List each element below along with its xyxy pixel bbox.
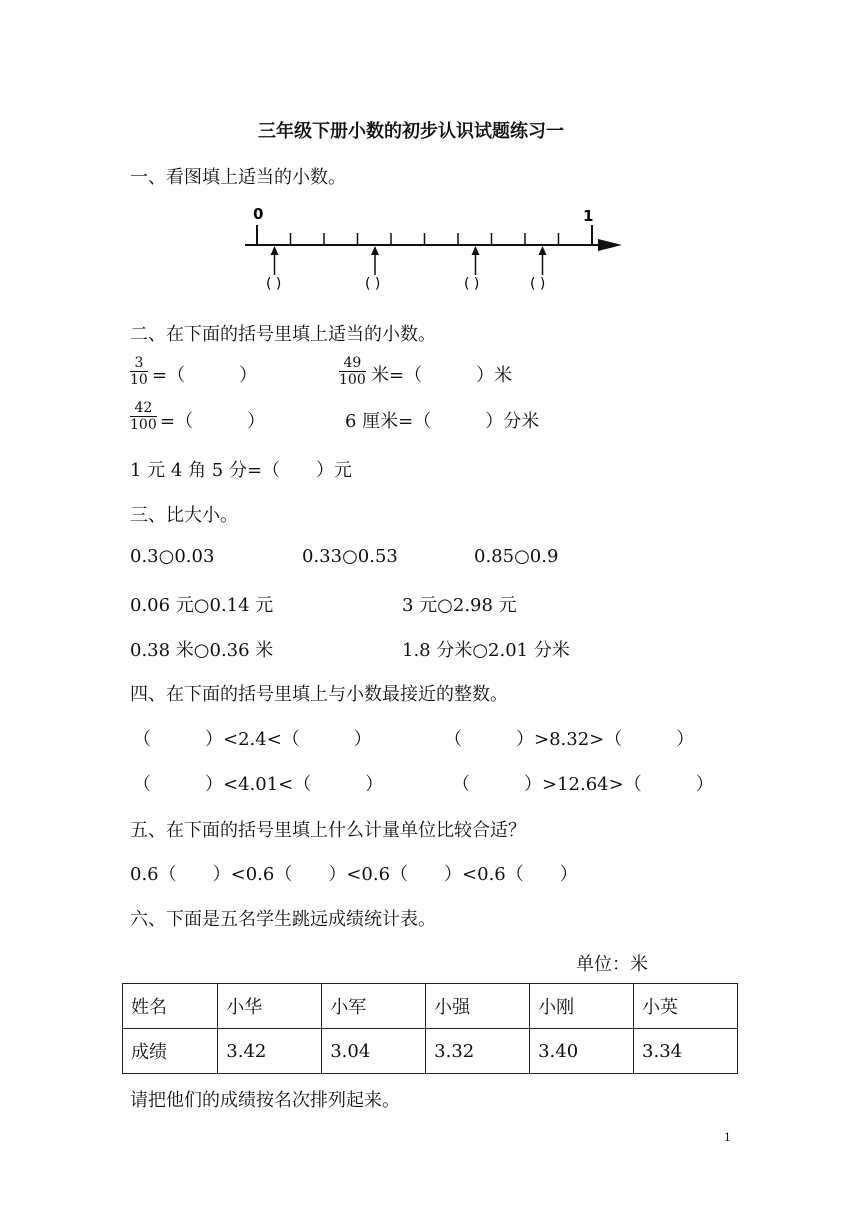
table-cell: 小刚 <box>530 984 634 1029</box>
number-line-pointer-head <box>472 246 480 255</box>
table-cell: 小英 <box>634 984 738 1029</box>
number-line-pointer-head <box>539 246 547 255</box>
compare-item[interactable]: 0.3○0.03 <box>130 546 215 567</box>
section1-heading: 一、看图填上适当的小数。 <box>130 167 346 188</box>
table-cell: 小军 <box>322 984 426 1029</box>
nearest-integer-item[interactable]: （ ）<2.4<（ ） <box>133 729 372 750</box>
table-row <box>123 1029 738 1074</box>
number-line-blank-3[interactable]: ( ) <box>464 276 480 292</box>
table-unit-label: 单位：米 <box>576 954 648 975</box>
table-cell: 3.42 <box>218 1029 322 1074</box>
compare-item[interactable]: 3 元○2.98 元 <box>402 595 517 616</box>
q2-4[interactable]: 6 厘米=（ ）分米 <box>345 411 540 432</box>
compare-item[interactable]: 0.85○0.9 <box>474 546 559 567</box>
jump-score-table <box>122 983 738 1074</box>
nearest-integer-item[interactable]: （ ）>12.64>（ ） <box>452 774 714 795</box>
q2-5[interactable]: 1 元 4 角 5 分=（ ）元 <box>130 460 353 481</box>
fraction-denominator: 10 <box>130 372 148 388</box>
number-line-pointers <box>271 246 547 275</box>
table-row <box>123 984 738 1029</box>
table-cell: 小强 <box>426 984 530 1029</box>
number-line-blank-2[interactable]: ( ) <box>365 276 381 292</box>
number-line-pointer-head <box>371 246 379 255</box>
section3-heading: 三、比大小。 <box>130 505 238 526</box>
compare-item[interactable]: 0.33○0.53 <box>302 546 398 567</box>
number-line-pointer-head <box>271 246 279 255</box>
table-cell: 成绩 <box>123 1029 218 1074</box>
ranking-instruction: 请把他们的成绩按名次排列起来。 <box>130 1090 400 1111</box>
table-cell: 3.04 <box>322 1029 426 1074</box>
section4-heading: 四、在下面的括号里填上与小数最接近的整数。 <box>130 684 508 705</box>
compare-item[interactable]: 1.8 分米○2.01 分米 <box>402 640 570 661</box>
table-cell: 小华 <box>218 984 322 1029</box>
fraction-denominator: 100 <box>130 417 157 433</box>
number-line-end-label: 1 <box>583 207 594 225</box>
unit-fill-line[interactable]: 0.6（ ）<0.6（ ）<0.6（ ）<0.6（ ） <box>130 864 578 885</box>
table-cell: 3.32 <box>426 1029 530 1074</box>
q2-3-answer[interactable]: =（ ） <box>160 411 266 432</box>
fraction-numerator: 42 <box>130 400 157 417</box>
fraction-denominator: 100 <box>339 372 366 388</box>
section5-heading: 五、在下面的括号里填上什么计量单位比较合适？ <box>130 820 526 841</box>
compare-item[interactable]: 0.38 米○0.36 米 <box>130 640 274 661</box>
number-line-blank-1[interactable]: ( ) <box>266 276 282 292</box>
section6-heading: 六、下面是五名学生跳远成绩统计表。 <box>130 909 436 930</box>
number-line-start-label: 0 <box>253 205 264 223</box>
page-title: 三年级下册小数的初步认识试题练习一 <box>258 121 564 142</box>
number-line-arrowhead <box>598 239 622 251</box>
compare-item[interactable]: 0.06 元○0.14 元 <box>130 595 274 616</box>
q2-1-answer[interactable]: =（ ） <box>152 365 258 386</box>
section2-heading: 二、在下面的括号里填上适当的小数。 <box>130 324 436 345</box>
q2-2-answer[interactable]: 米=（ ）米 <box>371 365 513 386</box>
fraction-3-10 <box>130 355 148 388</box>
fraction-numerator: 3 <box>130 355 148 372</box>
number-line-ticks <box>257 225 592 245</box>
table-cell: 3.34 <box>634 1029 738 1074</box>
table-cell: 3.40 <box>530 1029 634 1074</box>
nearest-integer-item[interactable]: （ ）<4.01<（ ） <box>133 774 384 795</box>
fraction-42-100 <box>130 400 157 433</box>
fraction-49-100 <box>339 355 366 388</box>
number-line <box>240 200 630 300</box>
nearest-integer-item[interactable]: （ ）>8.32>（ ） <box>444 729 695 750</box>
page-number: 1 <box>724 1131 731 1144</box>
number-line-blank-4[interactable]: ( ) <box>530 276 546 292</box>
table-cell: 姓名 <box>123 984 218 1029</box>
fraction-numerator: 49 <box>339 355 366 372</box>
